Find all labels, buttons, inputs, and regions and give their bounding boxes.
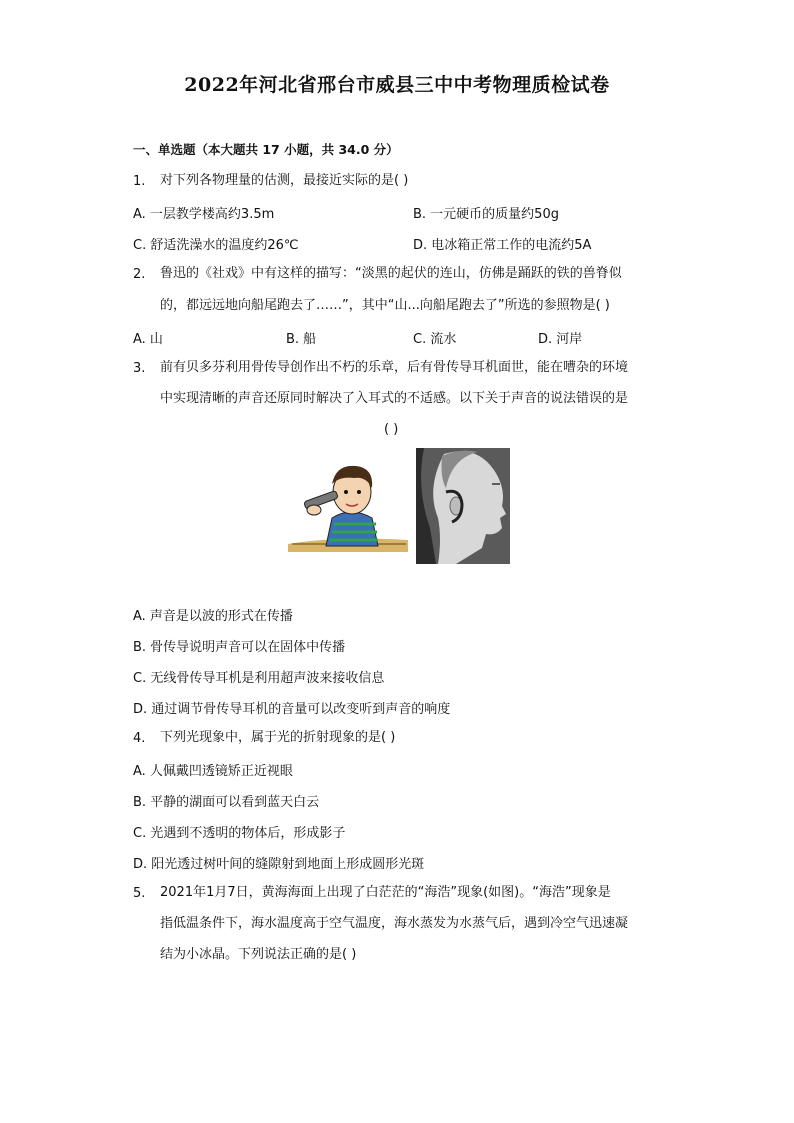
option-d: D. 通过调节骨传导耳机的音量可以改变听到声音的响度 bbox=[133, 702, 451, 717]
option-a: A. 一层教学楼高约3.5m bbox=[133, 207, 275, 222]
option-c: C. 光遇到不透明的物体后，形成影子 bbox=[133, 826, 346, 841]
option-a: A. 山 bbox=[133, 332, 163, 347]
question-stem: 对下列各物理量的估测，最接近实际的是( ) bbox=[160, 173, 409, 188]
question-number: 3. bbox=[133, 361, 146, 376]
option-b: B. 平静的湖面可以看到蓝天白云 bbox=[133, 795, 320, 810]
question-number: 4. bbox=[133, 731, 146, 746]
question-stem: 鲁迅的《社戏》中有这样的描写：“淡黑的起伏的连山，仿佛是踊跃的铁的兽脊似 bbox=[160, 266, 622, 281]
page-title: 2022年河北省邢台市威县三中中考物理质检试卷 bbox=[184, 74, 610, 96]
question-stem: ( ) bbox=[384, 422, 399, 437]
question-stem: 指低温条件下，海水温度高于空气温度，海水蒸发为水蒸气后，遇到冷空气迅速凝 bbox=[160, 916, 629, 931]
option-a: A. 人佩戴凹透镜矫正近视眼 bbox=[133, 764, 293, 779]
option-d: D. 河岸 bbox=[538, 332, 583, 347]
boy-illustration bbox=[286, 448, 410, 564]
option-b: B. 骨传导说明声音可以在固体中传播 bbox=[133, 640, 346, 655]
question-stem: 下列光现象中，属于光的折射现象的是( ) bbox=[160, 730, 396, 745]
question-number: 1. bbox=[133, 174, 146, 189]
question-stem: 的，都远远地向船尾跑去了……”，其中“山...向船尾跑去了”所选的参照物是( ) bbox=[160, 298, 610, 313]
question-stem: 结为小冰晶。下列说法正确的是( ) bbox=[160, 947, 357, 962]
option-b: B. 船 bbox=[286, 332, 317, 347]
option-c: C. 流水 bbox=[413, 332, 457, 347]
section-heading: 一、单选题（本大题共 17 小题，共 34.0 分） bbox=[133, 142, 399, 157]
option-c: C. 舒适洗澡水的温度约26℃ bbox=[133, 238, 299, 253]
option-a: A. 声音是以波的形式在传播 bbox=[133, 609, 293, 624]
option-c: C. 无线骨传导耳机是利用超声波来接收信息 bbox=[133, 671, 385, 686]
woman-headphone-photo bbox=[416, 448, 510, 564]
question-stem: 前有贝多芬利用骨传导创作出不朽的乐章，后有骨传导耳机面世，能在嘈杂的环境 bbox=[160, 360, 629, 375]
question-number: 2. bbox=[133, 267, 146, 282]
option-d: D. 电冰箱正常工作的电流约5A bbox=[413, 238, 592, 253]
question-stem: 中实现清晰的声音还原同时解决了入耳式的不适感。以下关于声音的说法错误的是 bbox=[160, 391, 629, 406]
option-d: D. 阳光透过树叶间的缝隙射到地面上形成圆形光斑 bbox=[133, 857, 425, 872]
option-b: B. 一元硬币的质量约50g bbox=[413, 207, 559, 222]
question-stem: 2021年1月7日，黄海海面上出现了白茫茫的“海浩”现象(如图)。“海浩”现象是 bbox=[160, 885, 611, 900]
question-number: 5. bbox=[133, 886, 146, 901]
